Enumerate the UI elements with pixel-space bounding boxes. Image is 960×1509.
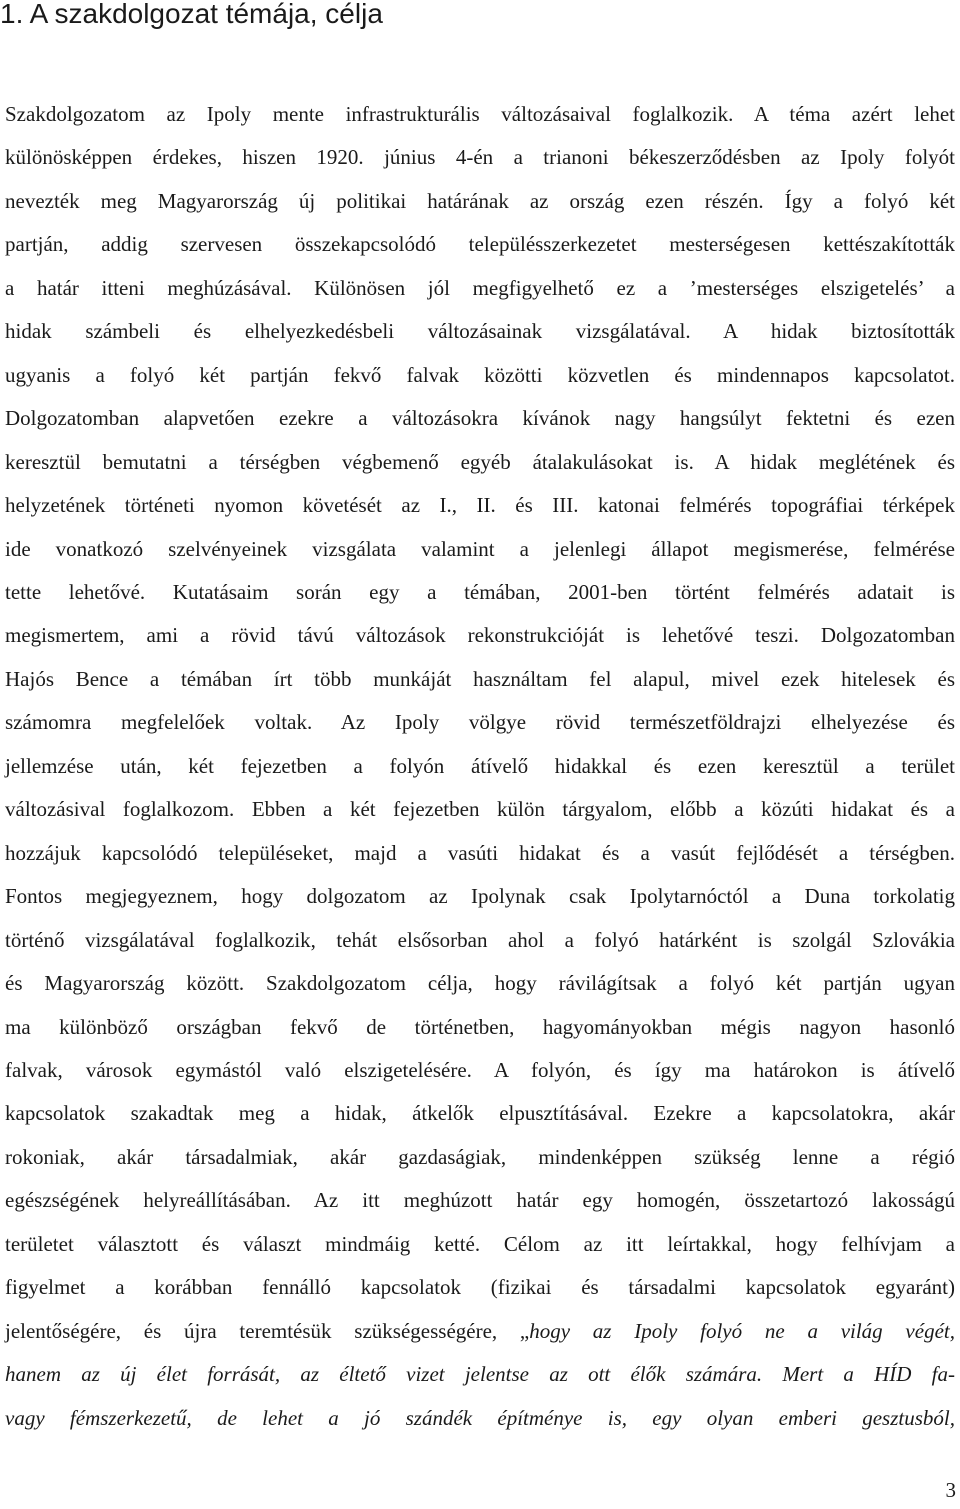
- line-text: Szakdolgozatom az Ipoly mente infrastrukturális változásaival foglalkozik. A téma azért lehet: [5, 102, 955, 126]
- line-text: területet választott és választ mindmáig ketté. Célom az itt leírtakkal, hogy felhívjam a: [5, 1231, 955, 1256]
- line-text: különösképpen érdekes, hiszen 1920. június 4-én a trianoni békeszerződésben az Ipoly folyót: [5, 145, 955, 170]
- line-text: ma különböző országban fekvő de történetben, hagyományokban mégis nagyon hasonló: [5, 1014, 955, 1039]
- text-line: [5, 1136, 955, 1179]
- line-text: figyelmet a korábban fennálló kapcsolatok (fizikai és társadalmi kapcsolatok egyaránt): [5, 1275, 955, 1300]
- text-line: [5, 571, 955, 614]
- text-line: [5, 1049, 955, 1092]
- line-text: nevezték meg Magyarország új politikai határának az ország ezen részén. Így a folyó két: [5, 188, 955, 213]
- line-text: hidak számbeli és elhelyezkedésbeli változásainak vizsgálatával. A hidak biztosították: [5, 319, 955, 344]
- text-line: [5, 875, 955, 918]
- text-line: [5, 1179, 955, 1222]
- text-line: [5, 1092, 955, 1135]
- line-text: Dolgozatomban alapvetően ezekre a változásokra kívánok nagy hangsúlyt fektetni és ezen: [5, 406, 955, 431]
- line-italic-text: hogy az Ipoly folyó ne a világ végét,: [529, 1318, 955, 1343]
- line-text: tette lehetővé. Kutatásaim során egy a témában, 2001-ben történt felmérés adatait is: [5, 579, 955, 604]
- text-line: [5, 788, 955, 831]
- text-line: [5, 919, 955, 962]
- line-italic-text: vagy fémszerkezetű, de lehet a jó szándék építménye is, egy olyan emberi gesztusból,: [5, 1405, 955, 1430]
- line-italic-text: hanem az új élet forrását, az éltető vizet jelentse az ott élők számára. Mert a HÍD fa-: [5, 1362, 955, 1387]
- line-text: történő vizsgálatával foglalkozik, tehát elsősorban ahol a folyó határként is szolgál Szlovákia: [5, 927, 955, 952]
- line-text: jellemzése után, két fejezetben a folyón átívelő hidakkal és ezen keresztül a terület: [5, 753, 955, 778]
- body-paragraph: [5, 93, 955, 1440]
- line-text: hozzájuk kapcsolódó településeket, majd a vasúti hidakat és a vasút fejlődését a térségben.: [5, 840, 955, 865]
- line-text: keresztül bemutatni a térségben végbemenő egyéb átalakulásokat is. A hidak meglétének és: [5, 449, 955, 474]
- text-line: [5, 745, 955, 788]
- page-number: 3: [945, 1478, 956, 1502]
- text-line: [5, 614, 955, 657]
- line-text: és Magyarország között. Szakdolgozatom célja, hogy rávilágítsak a folyó két partján ugyan: [5, 971, 955, 996]
- text-line: [5, 962, 955, 1005]
- line-text: ugyanis a folyó két partján fekvő falvak közötti közvetlen és mindennapos kapcsolatot.: [5, 362, 955, 387]
- text-line: [5, 484, 955, 527]
- text-line: [5, 180, 955, 223]
- text-line: [5, 93, 955, 136]
- text-line: [5, 528, 955, 571]
- line-text: megismertem, ami a rövid távú változások rekonstrukcióját is lehetővé teszi. Dolgozatomban: [5, 623, 955, 648]
- text-line: [5, 1266, 955, 1309]
- line-text: rokoniak, akár társadalmiak, akár gazdaságiak, mindenképpen szükség lenne a régió: [5, 1144, 955, 1169]
- text-line: [5, 1353, 955, 1396]
- line-text: egészségének helyreállításában. Az itt meghúzott határ egy homogén, összetartozó lakosságú: [5, 1188, 955, 1213]
- line-text: partján, addig szervesen összekapcsolódó településszerkezetet mesterségesen kettészakították: [5, 232, 955, 257]
- text-line: [5, 1310, 955, 1353]
- text-line: [5, 136, 955, 179]
- line-text: változásival foglalkozom. Ebben a két fejezetben külön tárgyalom, előbb a közúti hidakat és a: [5, 797, 955, 822]
- line-text: ide vonatkozó szelvényeinek vizsgálata valamint a jelenlegi állapot megismerése, felmérése: [5, 536, 955, 561]
- text-line: [5, 354, 955, 397]
- text-line: [5, 832, 955, 875]
- text-line: [5, 701, 955, 744]
- text-line: [5, 223, 955, 266]
- section-heading: 1. A szakdolgozat témája, célja: [0, 0, 383, 29]
- line-text: jelentőségére, és újra teremtésük szükségességére, „: [5, 1318, 530, 1343]
- text-line: [5, 310, 955, 353]
- text-line: [5, 1006, 955, 1049]
- line-text: a határ itteni meghúzásával. Különösen jól megfigyelhető ez a ’mesterséges elszigetelés’ a: [5, 275, 955, 300]
- text-line: [5, 267, 955, 310]
- text-line: [5, 397, 955, 440]
- line-text: számomra megfelelőek voltak. Az Ipoly völgye rövid természetföldrajzi elhelyezése és: [5, 710, 955, 735]
- text-line: [5, 658, 955, 701]
- text-line: [5, 441, 955, 484]
- line-text: helyzetének történeti nyomon követését az I., II. és III. katonai felmérés topográfiai térképek: [5, 493, 955, 518]
- line-text: kapcsolatok szakadtak meg a hidak, átkelők elpusztításával. Ezekre a kapcsolatokra, akár: [5, 1101, 955, 1126]
- line-text: Fontos megjegyeznem, hogy dolgozatom az Ipolynak csak Ipolytarnóctól a Duna torkolatig: [5, 884, 955, 909]
- line-text: Hajós Bence a témában írt több munkáját használtam fel alapul, mivel ezek hitelesek és: [5, 666, 955, 691]
- line-text: falvak, városok egymástól való elszigetelésére. A folyón, és így ma határokon is átívelő: [5, 1057, 955, 1082]
- text-line: [5, 1223, 955, 1266]
- text-line: [5, 1397, 955, 1440]
